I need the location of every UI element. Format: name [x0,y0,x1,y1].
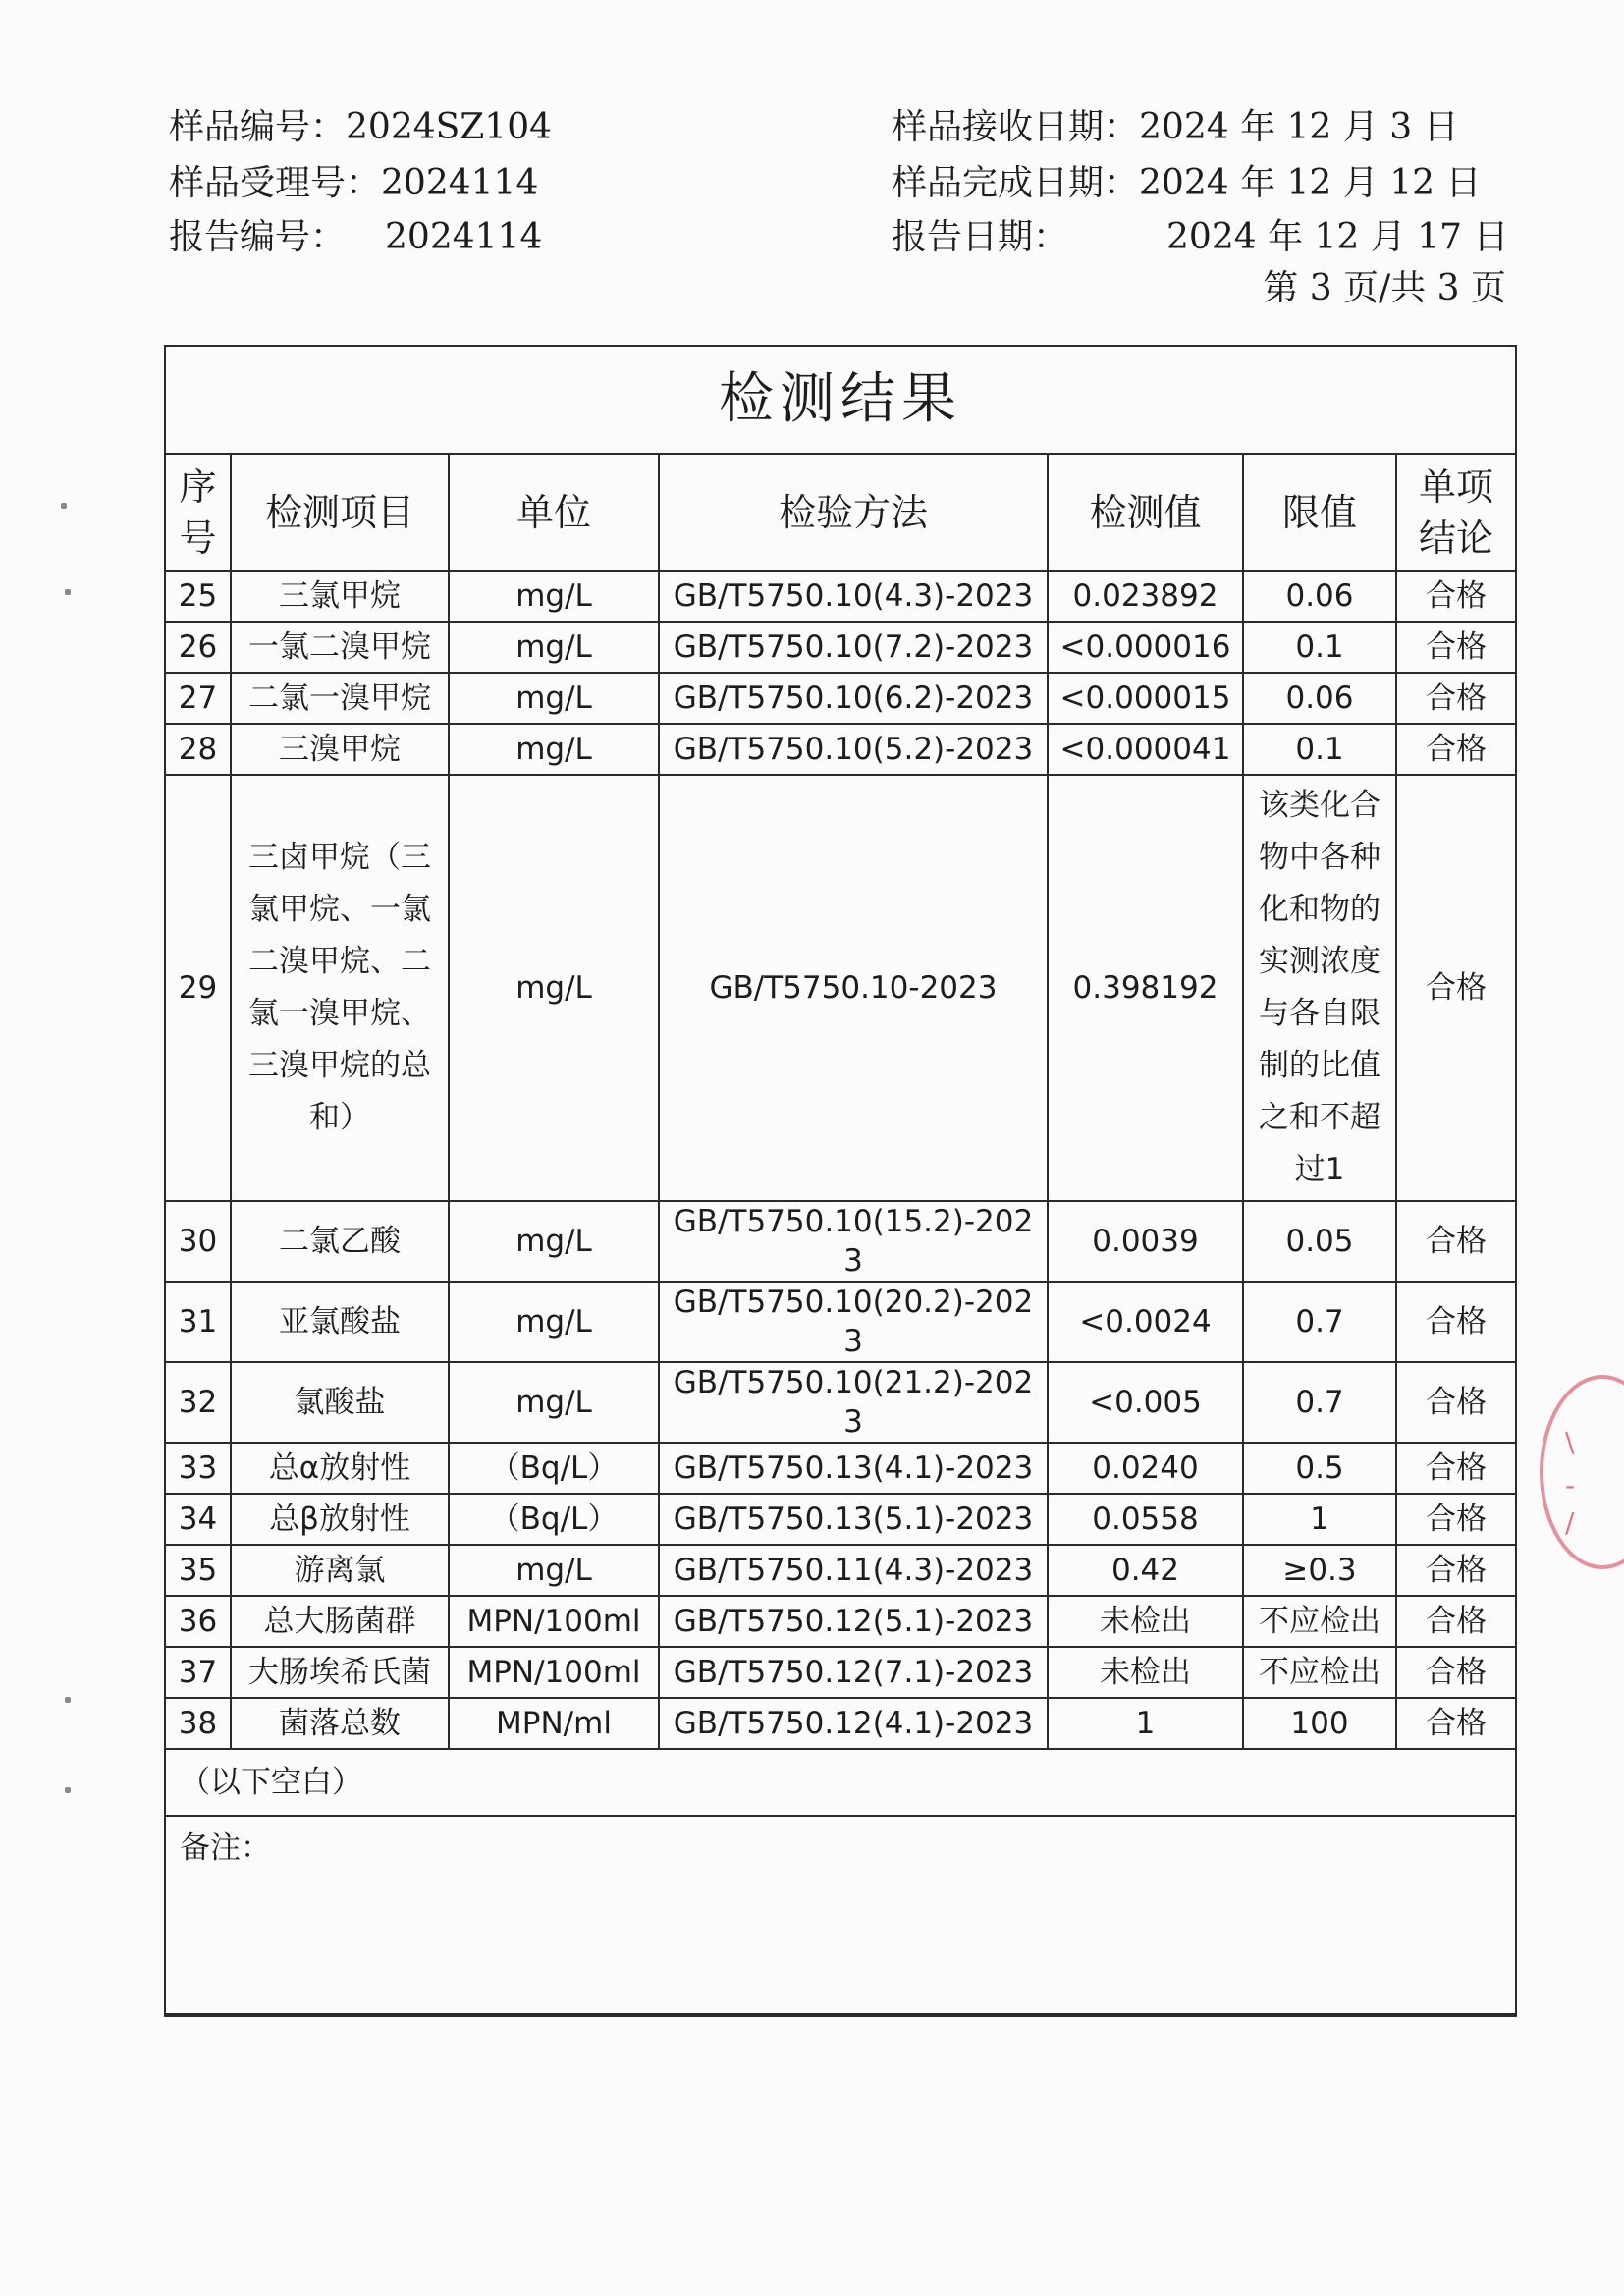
red-stamp-edge: \ - / [1540,1375,1624,1569]
cell-item: 三卤甲烷（三氯甲烷、一氯二溴甲烷、二氯一溴甲烷、三溴甲烷的总和） [231,775,449,1201]
header-limit: 限值 [1243,455,1396,571]
cell-value: <0.000041 [1048,724,1243,775]
remark-label: 备注： [166,1816,1515,2014]
cell-seq: 27 [166,673,231,724]
cell-seq: 30 [166,1201,231,1282]
cell-seq: 38 [166,1698,231,1749]
table-row [166,1282,1515,1362]
cell-limit: 0.06 [1243,571,1396,622]
cell-seq: 26 [166,622,231,673]
table-row [166,724,1515,775]
cell-limit: 不应检出 [1243,1596,1396,1647]
cell-method: GB/T5750.11(4.3)-2023 [659,1545,1048,1596]
blank-note: （以下空白） [166,1749,1515,1816]
table-row [166,1647,1515,1698]
cell-value: 未检出 [1048,1596,1243,1647]
cell-unit: mg/L [449,1545,659,1596]
page-number: 第 3 页/共 3 页 [1263,268,1506,308]
cell-unit: （Bq/L） [449,1494,659,1545]
cell-item: 游离氯 [231,1545,449,1596]
cell-item: 大肠埃希氏菌 [231,1647,449,1698]
cell-item: 菌落总数 [231,1698,449,1749]
cell-seq: 34 [166,1494,231,1545]
cell-seq: 37 [166,1647,231,1698]
table-row [166,1698,1515,1749]
report-date [892,216,1508,259]
report-number [169,216,542,259]
cell-limit: 1 [1243,1494,1396,1545]
acceptance-number-value: 2024114 [381,163,539,203]
complete-date [892,162,1481,205]
complete-date-label: 样品完成日期： [892,163,1140,203]
cell-conclusion: 合格 [1396,1647,1515,1698]
table-body [166,571,1515,1749]
cell-value: 未检出 [1048,1647,1243,1698]
cell-method: GB/T5750.13(4.1)-2023 [659,1443,1048,1494]
header-unit: 单位 [449,455,659,571]
cell-seq: 36 [166,1596,231,1647]
header-seq: 序号 [166,455,231,571]
cell-method: GB/T5750.10(21.2)-2023 [659,1362,1048,1443]
table-row [166,571,1515,622]
cell-limit: 0.7 [1243,1362,1396,1443]
cell-limit: 该类化合物中各种化和物的实测浓度与各自限制的比值之和不超过1 [1243,775,1396,1201]
cell-conclusion: 合格 [1396,673,1515,724]
cell-conclusion: 合格 [1396,1494,1515,1545]
cell-seq: 35 [166,1545,231,1596]
receive-date-value: 2024 年 12 月 3 日 [1139,107,1459,147]
cell-value: 0.023892 [1048,571,1243,622]
cell-method: GB/T5750.13(5.1)-2023 [659,1494,1048,1545]
blank-note-row [166,1749,1515,1816]
cell-conclusion: 合格 [1396,1698,1515,1749]
cell-unit: mg/L [449,724,659,775]
cell-conclusion: 合格 [1396,724,1515,775]
table-row [166,1443,1515,1494]
cell-item: 亚氯酸盐 [231,1282,449,1362]
cell-seq: 33 [166,1443,231,1494]
cell-item: 总大肠菌群 [231,1596,449,1647]
acceptance-number [169,162,538,205]
cell-item: 三氯甲烷 [231,571,449,622]
cell-unit: mg/L [449,571,659,622]
table-row [166,775,1515,1201]
cell-method: GB/T5750.12(7.1)-2023 [659,1647,1048,1698]
cell-value: 0.398192 [1048,775,1243,1201]
report-number-value: 2024114 [385,217,543,257]
header-conclusion: 单项结论 [1396,455,1515,571]
table-row [166,1201,1515,1282]
cell-method: GB/T5750.12(5.1)-2023 [659,1596,1048,1647]
cell-limit: ≥0.3 [1243,1545,1396,1596]
table-row [166,1596,1515,1647]
table-row [166,1494,1515,1545]
cell-seq: 25 [166,571,231,622]
cell-unit: MPN/100ml [449,1647,659,1698]
table-row [166,1362,1515,1443]
header-method: 检验方法 [659,455,1048,571]
cell-method: GB/T5750.10(4.3)-2023 [659,571,1048,622]
cell-limit: 0.5 [1243,1443,1396,1494]
cell-value: <0.000015 [1048,673,1243,724]
cell-value: 1 [1048,1698,1243,1749]
table-row [166,622,1515,673]
cell-conclusion: 合格 [1396,1362,1515,1443]
cell-limit: 不应检出 [1243,1647,1396,1698]
scan-speck [65,589,71,595]
cell-item: 二氯一溴甲烷 [231,673,449,724]
cell-value: <0.000016 [1048,622,1243,673]
table-row [166,1545,1515,1596]
cell-unit: MPN/100ml [449,1596,659,1647]
result-table-frame [164,345,1517,2017]
cell-seq: 28 [166,724,231,775]
acceptance-number-label: 样品受理号： [169,163,382,203]
cell-unit: mg/L [449,622,659,673]
cell-unit: mg/L [449,775,659,1201]
sample-number [169,106,552,149]
receive-date-label: 样品接收日期： [892,107,1140,147]
cell-unit: mg/L [449,1362,659,1443]
table-header-row [166,455,1515,571]
cell-item: 一氯二溴甲烷 [231,622,449,673]
cell-seq: 31 [166,1282,231,1362]
scan-speck [65,1697,71,1703]
cell-conclusion: 合格 [1396,1443,1515,1494]
cell-unit: mg/L [449,1201,659,1282]
scan-speck [65,1787,71,1793]
cell-limit: 0.1 [1243,724,1396,775]
report-number-label: 报告编号： [169,217,347,257]
table-row [166,673,1515,724]
result-table [166,455,1515,2015]
scan-speck [61,503,67,509]
cell-method: GB/T5750.10(6.2)-2023 [659,673,1048,724]
cell-limit: 0.05 [1243,1201,1396,1282]
report-date-value: 2024 年 12 月 17 日 [1166,217,1509,257]
cell-method: GB/T5750.10(15.2)-2023 [659,1201,1048,1282]
cell-conclusion: 合格 [1396,1201,1515,1282]
cell-item: 总α放射性 [231,1443,449,1494]
cell-item: 总β放射性 [231,1494,449,1545]
cell-unit: （Bq/L） [449,1443,659,1494]
cell-conclusion: 合格 [1396,775,1515,1201]
cell-item: 二氯乙酸 [231,1201,449,1282]
cell-item: 氯酸盐 [231,1362,449,1443]
cell-limit: 0.1 [1243,622,1396,673]
cell-value: 0.42 [1048,1545,1243,1596]
cell-limit: 100 [1243,1698,1396,1749]
cell-method: GB/T5750.12(4.1)-2023 [659,1698,1048,1749]
report-date-label: 报告日期： [892,217,1069,257]
cell-value: 0.0240 [1048,1443,1243,1494]
complete-date-value: 2024 年 12 月 12 日 [1139,163,1482,203]
sample-number-label: 样品编号： [169,107,347,147]
cell-conclusion: 合格 [1396,622,1515,673]
cell-unit: mg/L [449,673,659,724]
cell-limit: 0.7 [1243,1282,1396,1362]
table-title: 检测结果 [166,347,1515,455]
cell-item: 三溴甲烷 [231,724,449,775]
cell-unit: MPN/ml [449,1698,659,1749]
cell-conclusion: 合格 [1396,1282,1515,1362]
cell-method: GB/T5750.10(7.2)-2023 [659,622,1048,673]
cell-unit: mg/L [449,1282,659,1362]
cell-seq: 32 [166,1362,231,1443]
header-item: 检测项目 [231,455,449,571]
cell-conclusion: 合格 [1396,571,1515,622]
report-header [0,0,1624,324]
cell-method: GB/T5750.10(5.2)-2023 [659,724,1048,775]
cell-value: <0.005 [1048,1362,1243,1443]
cell-conclusion: 合格 [1396,1596,1515,1647]
cell-value: 0.0558 [1048,1494,1243,1545]
header-value: 检测值 [1048,455,1243,571]
cell-value: 0.0039 [1048,1201,1243,1282]
sample-number-value: 2024SZ104 [346,107,553,147]
remark-row [166,1816,1515,2014]
cell-value: <0.0024 [1048,1282,1243,1362]
cell-method: GB/T5750.10(20.2)-2023 [659,1282,1048,1362]
cell-limit: 0.06 [1243,673,1396,724]
receive-date [892,106,1459,149]
cell-conclusion: 合格 [1396,1545,1515,1596]
cell-seq: 29 [166,775,231,1201]
cell-method: GB/T5750.10-2023 [659,775,1048,1201]
